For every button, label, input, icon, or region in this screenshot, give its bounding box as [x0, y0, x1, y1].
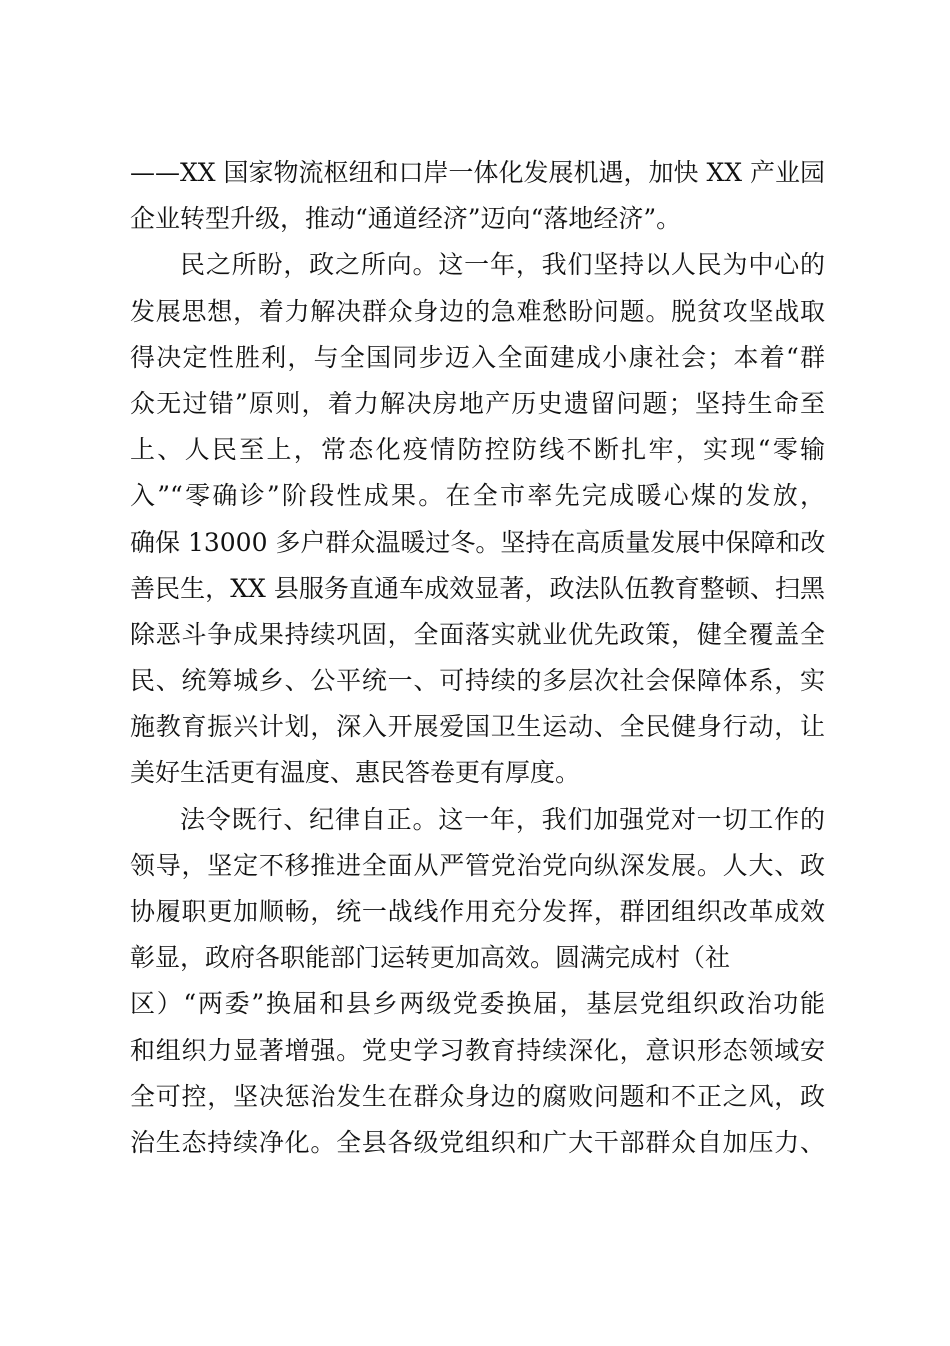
- text-line: 得决定性胜利，与全国同步迈入全面建成小康社会；本着“群: [130, 342, 825, 372]
- text-line: 协履职更加顺畅，统一战线作用充分发挥，群团组织改革成效: [130, 897, 825, 926]
- text-line: 善民生，XX 县服务直通车成效显著，政法队伍教育整顿、扫黑: [130, 573, 825, 603]
- text-line: 除恶斗争成果持续巩固，全面落实就业优先政策，健全覆盖全: [130, 619, 825, 649]
- text-line: 发展思想，着力解决群众身边的急难愁盼问题。脱贫攻坚战取: [130, 296, 825, 326]
- text-line: 施教育振兴计划，深入开展爱国卫生运动、全民健身行动，让: [130, 712, 825, 742]
- document-body: [130, 150, 825, 1166]
- text-line: 全可控，坚决惩治发生在群众身边的腐败问题和不正之风，政: [130, 1081, 825, 1111]
- text-line: 彰显，政府各职能部门运转更加高效。圆满完成村（社: [130, 943, 731, 973]
- paragraph-3: [130, 797, 825, 1167]
- text-line: ——XX 国家物流枢纽和口岸一体化发展机遇，加快 XX 产业园: [130, 158, 826, 187]
- text-line: 众无过错”原则，着力解决房地产历史遗留问题；坚持生命至: [130, 388, 825, 418]
- text-line: 治生态持续净化。全县各级党组织和广大干部群众自加压力、: [130, 1127, 825, 1157]
- text-line: 民之所盼，政之所向。这一年，我们坚持以人民为中心的: [180, 250, 825, 280]
- text-line: 民、统筹城乡、公平统一、可持续的多层次社会保障体系，实: [130, 666, 825, 696]
- text-line: 法令既行、纪律自正。这一年，我们加强党对一切工作的: [180, 804, 825, 834]
- text-line: 确保 13000 多户群众温暖过冬。坚持在高质量发展中保障和改: [130, 527, 826, 557]
- text-line: 区）“两委”换届和县乡两级党委换届，基层党组织政治功能: [130, 989, 825, 1019]
- text-line: 企业转型升级，推动“通道经济”迈向“落地经济”。: [130, 204, 682, 234]
- paragraph-1: [130, 150, 825, 242]
- text-line: 领导，坚定不移推进全面从严管党治党向纵深发展。人大、政: [130, 850, 825, 880]
- text-line: 入”“零确诊”阶段性成果。在全市率先完成暖心煤的发放，: [130, 481, 825, 511]
- text-line: 上、人民至上，常态化疫情防控防线不断扎牢，实现“零输: [130, 435, 825, 465]
- text-line: 美好生活更有温度、惠民答卷更有厚度。: [130, 758, 581, 788]
- text-line: 和组织力显著增强。党史学习教育持续深化，意识形态领域安: [130, 1035, 825, 1065]
- paragraph-2: [130, 242, 825, 796]
